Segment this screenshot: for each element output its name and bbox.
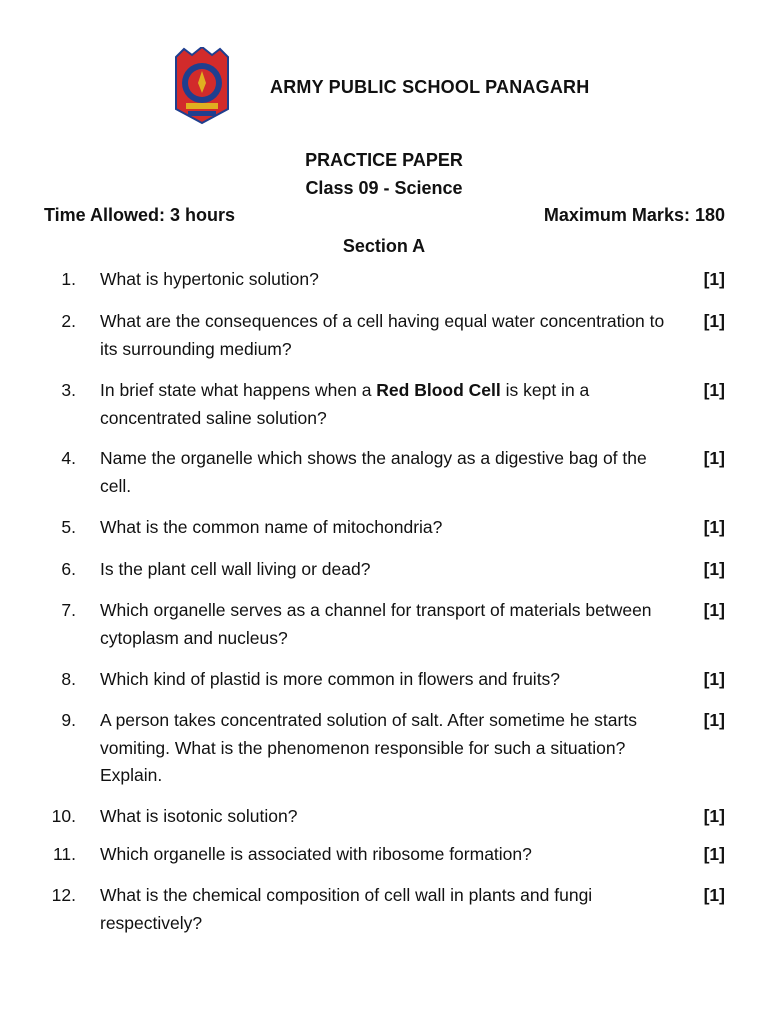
question-item — [0, 597, 768, 666]
school-name: ARMY PUBLIC SCHOOL PANAGARH — [270, 77, 590, 97]
question-item — [0, 666, 768, 707]
question-number: 3. — [61, 380, 76, 400]
question-marks: [1] — [703, 710, 725, 730]
paper-title: PRACTICE PAPER — [305, 150, 463, 170]
question-number: 8. — [61, 669, 76, 689]
question-marks: [1] — [703, 669, 725, 689]
section-heading: Section A — [342, 236, 426, 256]
highlighted-term: Red Blood Cell — [376, 380, 501, 400]
question-marks: [1] — [703, 448, 725, 468]
question-item — [0, 841, 768, 882]
question-text: In brief state what happens when a Red Blood Cell is kept in a concentrated saline solution? — [100, 380, 590, 428]
question-item — [0, 514, 768, 556]
question-list — [0, 266, 768, 938]
question-marks: [1] — [703, 311, 725, 331]
question-text: Name the organelle which shows the analogy as a digestive bag of the cell. — [100, 448, 647, 496]
question-text: What is hypertonic solution? — [100, 269, 319, 289]
time-allowed: Time Allowed: 3 hours — [44, 205, 236, 225]
question-item — [0, 556, 768, 597]
question-item — [0, 266, 768, 308]
question-marks: [1] — [703, 380, 725, 400]
question-item — [0, 707, 768, 803]
question-number: 5. — [61, 517, 76, 537]
question-marks: [1] — [703, 844, 725, 864]
question-marks: [1] — [703, 806, 725, 826]
question-text: Is the plant cell wall living or dead? — [100, 559, 371, 579]
class-subject: Class 09 - Science — [305, 178, 463, 198]
question-marks: [1] — [703, 885, 725, 905]
question-item — [0, 882, 768, 938]
question-text: What is the common name of mitochondria? — [100, 517, 443, 537]
question-number: 9. — [61, 710, 76, 730]
school-logo — [172, 47, 232, 125]
question-marks: [1] — [703, 517, 725, 537]
question-text: What are the consequences of a cell having equal water concentration to its surrounding medium? — [100, 311, 665, 359]
question-item — [0, 377, 768, 445]
question-text: What is isotonic solution? — [100, 806, 298, 826]
question-number: 10. — [51, 806, 76, 826]
question-text: A person takes concentrated solution of salt. After sometime he starts vomiting. What is the phenomenon responsible for such a situation? Explain. — [100, 710, 637, 785]
question-text: What is the chemical composition of cell wall in plants and fungi respectively? — [100, 885, 593, 933]
question-item — [0, 308, 768, 377]
question-marks: [1] — [703, 559, 725, 579]
question-number: 6. — [61, 559, 76, 579]
question-marks: [1] — [703, 600, 725, 620]
question-item — [0, 445, 768, 514]
question-number: 11. — [52, 844, 76, 864]
question-item — [0, 803, 768, 841]
question-number: 12. — [51, 885, 76, 905]
question-marks: [1] — [703, 269, 725, 289]
question-text: Which organelle serves as a channel for transport of materials between cytoplasm and nucleus? — [100, 600, 652, 648]
question-number: 2. — [61, 311, 76, 331]
question-number: 7. — [61, 600, 76, 620]
question-text: Which organelle is associated with ribosome formation? — [100, 844, 532, 864]
question-text: Which kind of plastid is more common in flowers and fruits? — [100, 669, 561, 689]
question-number: 1. — [61, 269, 76, 289]
maximum-marks: Maximum Marks: 180 — [543, 205, 725, 225]
question-number: 4. — [61, 448, 76, 468]
